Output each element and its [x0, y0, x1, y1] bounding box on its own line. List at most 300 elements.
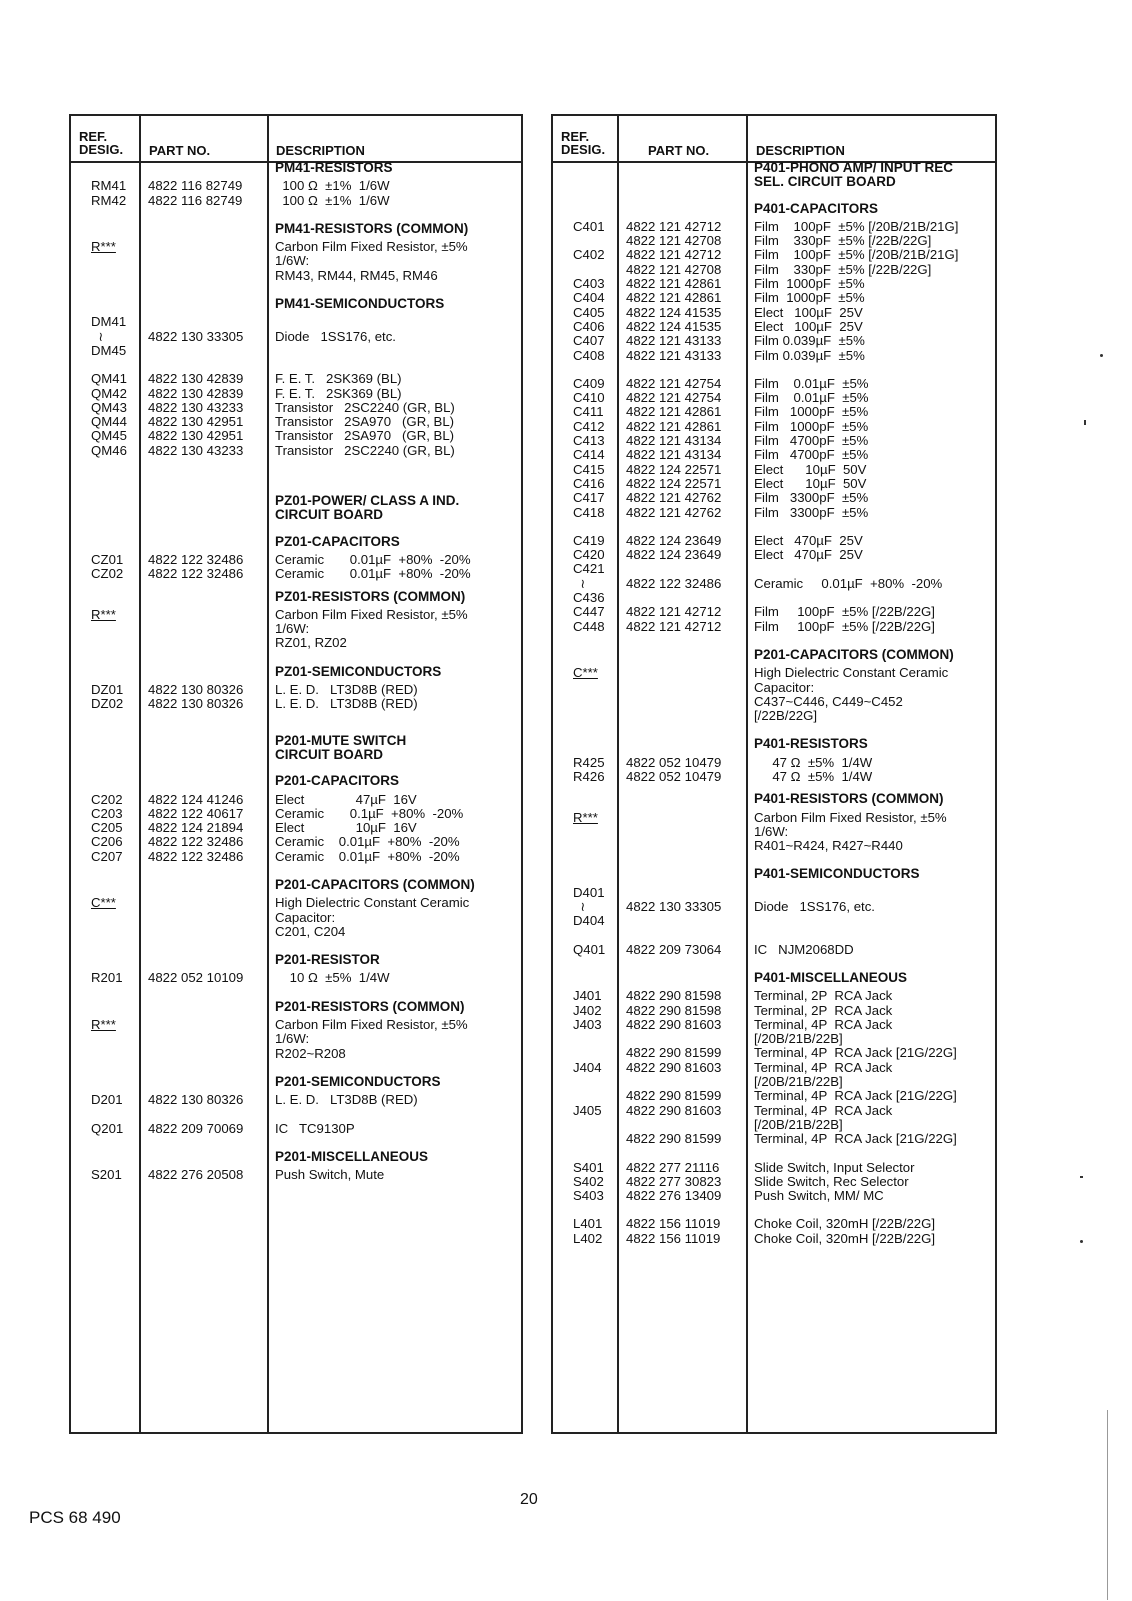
- ref-desig-cell: [71, 665, 139, 683]
- table-row: [71, 315, 521, 358]
- part-number: 4822 290 81598: [626, 1002, 722, 1018]
- description-text: 47 Ω ±5% 1/4W: [754, 768, 873, 784]
- row-spacer: [553, 634, 995, 648]
- ref-desig: ≀: [573, 899, 586, 915]
- section-heading: P401-MISCELLANEOUS: [754, 969, 908, 985]
- ref-desig: C405: [573, 304, 605, 320]
- part-no-cell: [139, 878, 267, 896]
- part-number: 4822 121 43133: [626, 347, 722, 363]
- table-row: [553, 534, 995, 634]
- description-text: Ceramic 0.01µF +80% -20%: [275, 566, 471, 582]
- ref-desig: DZ02: [91, 696, 124, 712]
- part-number: 4822 130 33305: [626, 899, 722, 915]
- table-row: [71, 896, 521, 939]
- table-row: [71, 179, 521, 208]
- table-body: [553, 161, 995, 1246]
- section-row: [553, 161, 995, 194]
- table-row: [71, 1122, 521, 1136]
- part-no-cell: [139, 953, 267, 971]
- header-part-no: PART NO.: [648, 143, 710, 158]
- description-text: [/20B/21B/22B]: [754, 1116, 843, 1132]
- section-row: [71, 161, 521, 179]
- description-text: Transistor 2SA970 (GR, BL): [275, 414, 455, 430]
- ref-desig: R***: [91, 240, 116, 255]
- part-number: 4822 290 81599: [626, 1045, 722, 1061]
- ref-desig: R426: [573, 768, 605, 784]
- ref-desig-cell: [553, 792, 617, 810]
- part-number: 4822 277 30823: [626, 1173, 722, 1189]
- part-number: 4822 130 80326: [148, 683, 244, 698]
- description-text: Film 3300pF ±5%: [754, 504, 869, 520]
- row-spacer: [71, 986, 521, 1000]
- ref-desig-cell: [553, 220, 617, 363]
- description-text: [275, 344, 517, 358]
- row-spacer: [553, 957, 995, 971]
- parts-table-left: [69, 114, 523, 1434]
- description-text: Film 3300pF ±5%: [754, 490, 869, 506]
- part-number: 4822 209 73064: [626, 942, 722, 957]
- description-text: RZ01, RZ02: [275, 635, 347, 651]
- description-text: Film 0.039µF ±5%: [754, 333, 865, 349]
- ref-desig-cell: [71, 161, 139, 179]
- part-no-cell: [617, 756, 746, 785]
- ref-desig: R***: [91, 607, 116, 622]
- part-no-cell: [139, 297, 267, 315]
- ref-desig: J402: [573, 1002, 602, 1018]
- section-row: [71, 878, 521, 896]
- section-heading: PM41-RESISTORS (COMMON): [275, 220, 469, 236]
- description-text: Elect 47µF 16V: [275, 791, 417, 807]
- description-cell: [746, 534, 995, 634]
- description-cell: [746, 220, 995, 363]
- part-number: 4822 209 70069: [148, 1121, 244, 1136]
- section-heading: P401-PHONO AMP/ INPUT REC: [754, 160, 954, 175]
- parts-table-right: [551, 114, 997, 1434]
- part-no-cell: [139, 683, 267, 712]
- ref-desig: DM45: [91, 342, 127, 358]
- table-row: [71, 608, 521, 651]
- part-number: 4822 290 81603: [626, 1016, 722, 1032]
- description-text: Film 330pF ±5% [/22B/22G]: [754, 261, 932, 277]
- description-text: Push Switch, MM/ MC: [754, 1188, 884, 1204]
- section-row: [71, 494, 521, 527]
- description-text: RM43, RM44, RM45, RM46: [275, 267, 438, 283]
- row-spacer: [553, 1147, 995, 1161]
- part-number: 4822 124 22571: [626, 461, 722, 477]
- section-row: [553, 737, 995, 755]
- ref-desig-cell: [71, 1168, 139, 1182]
- ref-desig: C407: [573, 333, 605, 349]
- description-cell: [267, 222, 521, 240]
- description-text: Elect 10µF 16V: [275, 820, 417, 836]
- description-cell: [267, 1075, 521, 1093]
- description-cell: [267, 1150, 521, 1168]
- section-row: [71, 535, 521, 553]
- part-number: 4822 116 82749: [148, 179, 243, 194]
- table-row: [71, 372, 521, 458]
- part-number: 4822 121 43133: [626, 333, 722, 349]
- part-no-cell: [139, 553, 267, 582]
- ref-desig: S401: [573, 1160, 604, 1175]
- description-text: Carbon Film Fixed Resistor, ±5%: [275, 1017, 468, 1033]
- ref-desig-cell: [71, 553, 139, 582]
- ref-desig-cell: [71, 608, 139, 651]
- section-heading: P201-RESISTOR: [275, 952, 380, 968]
- ref-desig: R***: [91, 1018, 116, 1033]
- part-no-cell: [139, 971, 267, 985]
- ref-desig: [573, 263, 613, 277]
- ref-desig: J401: [573, 989, 602, 1004]
- ref-desig: R***: [573, 810, 598, 825]
- ref-desig-cell: [71, 896, 139, 939]
- section-heading: CIRCUIT BOARD: [275, 746, 383, 762]
- row-spacer: [553, 929, 995, 943]
- section-row: [553, 202, 995, 220]
- ref-desig-cell: [71, 179, 139, 208]
- ref-desig: J404: [573, 1059, 602, 1075]
- ref-desig-cell: [71, 240, 139, 283]
- description-text: Film 0.01µF ±5%: [754, 390, 869, 406]
- description-text: [754, 886, 991, 900]
- description-cell: [267, 608, 521, 651]
- description-text: F. E. T. 2SK369 (BL): [275, 385, 402, 401]
- description-text: High Dielectric Constant Ceramic: [275, 895, 470, 911]
- part-no-cell: [139, 179, 267, 208]
- description-text: 100 Ω ±1% 1/6W: [275, 192, 390, 208]
- section-heading: P201-CAPACITORS (COMMON): [275, 876, 475, 892]
- section-row: [553, 648, 995, 666]
- ref-desig: R201: [91, 971, 123, 986]
- row-spacer: [71, 1136, 521, 1150]
- part-number: 4822 124 41535: [626, 304, 722, 320]
- row-spacer: [71, 283, 521, 297]
- description-text: [754, 562, 991, 576]
- description-text: [/20B/21B/22B]: [754, 1031, 843, 1047]
- ref-desig: [573, 1132, 613, 1146]
- part-number: 4822 124 23649: [626, 547, 722, 563]
- description-text: Terminal, 4P RCA Jack [21G/22G]: [754, 1131, 957, 1147]
- ref-desig: Q201: [91, 1121, 124, 1136]
- ref-desig-cell: [553, 737, 617, 755]
- section-row: [71, 953, 521, 971]
- section-heading: PM41-RESISTORS: [275, 160, 393, 175]
- description-text: Choke Coil, 320mH [/22B/22G]: [754, 1230, 936, 1246]
- part-number: 4822 121 42708: [626, 233, 722, 249]
- part-number: 4822 052 10109: [148, 971, 244, 986]
- ref-desig: C421: [573, 561, 605, 577]
- part-number: 4822 290 81603: [626, 1059, 722, 1075]
- part-no-cell: [617, 1217, 746, 1246]
- description-text: Carbon Film Fixed Resistor, ±5%: [275, 239, 468, 255]
- part-no-cell: [139, 222, 267, 240]
- part-number: 4822 122 40617: [148, 805, 244, 821]
- ref-desig: D404: [573, 913, 605, 929]
- part-no-cell: [139, 608, 267, 651]
- description-text: Terminal, 2P RCA Jack: [754, 1002, 893, 1018]
- description-text: 47 Ω ±5% 1/4W: [754, 754, 873, 770]
- part-number: [626, 562, 746, 576]
- ref-desig-cell: [553, 867, 617, 885]
- table-row: [71, 553, 521, 582]
- description-text: IC NJM2068DD: [754, 941, 854, 957]
- row-spacer: [71, 864, 521, 878]
- part-no-cell: [617, 989, 746, 1146]
- description-cell: [267, 1018, 521, 1061]
- ref-desig: C202: [91, 792, 123, 807]
- part-number: 4822 121 42712: [626, 604, 722, 620]
- ref-desig: DZ01: [91, 683, 124, 698]
- section-heading: P201-RESISTORS (COMMON): [275, 998, 465, 1014]
- description-cell: [267, 372, 521, 458]
- ref-desig: C205: [91, 820, 123, 836]
- part-no-cell: [139, 161, 267, 179]
- part-no-cell: [139, 535, 267, 553]
- description-cell: [267, 665, 521, 683]
- ref-desig: DM41: [91, 315, 127, 330]
- description-text: Elect 10µF 50V: [754, 475, 867, 491]
- section-heading: PZ01-SEMICONDUCTORS: [275, 663, 442, 679]
- description-text: Film 4700pF ±5%: [754, 433, 869, 449]
- ref-desig-cell: [553, 534, 617, 634]
- description-text: 1/6W:: [754, 823, 789, 839]
- ref-desig-cell: [71, 372, 139, 458]
- ref-desig: RM42: [91, 192, 127, 208]
- part-number: 4822 121 42708: [626, 261, 722, 277]
- ref-desig: C***: [573, 666, 598, 681]
- ref-desig-cell: [71, 1000, 139, 1018]
- description-cell: [267, 793, 521, 864]
- scan-speck: [1080, 1176, 1083, 1178]
- ref-desig: QM41: [91, 372, 127, 387]
- ref-desig-cell: [71, 1122, 139, 1136]
- part-number: 4822 121 42762: [626, 504, 722, 520]
- ref-desig: C207: [91, 848, 123, 864]
- ref-desig-cell: [553, 648, 617, 666]
- row-spacer: [553, 363, 995, 377]
- description-cell: [267, 1122, 521, 1136]
- description-text: 10 Ω ±5% 1/4W: [275, 970, 390, 986]
- part-number: 4822 122 32486: [148, 552, 244, 567]
- ref-desig: S403: [573, 1188, 604, 1204]
- table-row: [553, 377, 995, 520]
- ref-desig-cell: [71, 315, 139, 358]
- ref-desig-cell: [553, 666, 617, 723]
- description-cell: [267, 683, 521, 712]
- ref-desig: QM44: [91, 414, 127, 430]
- part-number: 4822 277 21116: [626, 1160, 720, 1175]
- ref-desig: C402: [573, 247, 605, 263]
- description-text: Ceramic 0.01µF +80% -20%: [275, 834, 460, 850]
- table-row: [553, 1217, 995, 1246]
- ref-desig: CZ02: [91, 566, 124, 582]
- part-no-cell: [139, 1075, 267, 1093]
- part-number: 4822 122 32486: [148, 834, 244, 850]
- section-row: [71, 734, 521, 767]
- section-heading: PM41-SEMICONDUCTORS: [275, 296, 445, 312]
- part-no-cell: [139, 240, 267, 283]
- part-no-cell: [617, 792, 746, 810]
- ref-desig: C447: [573, 604, 605, 620]
- table-row: [71, 683, 521, 712]
- part-no-cell: [617, 534, 746, 634]
- row-spacer: [71, 712, 521, 734]
- table-row: [553, 811, 995, 854]
- description-text: Choke Coil, 320mH [/22B/22G]: [754, 1216, 936, 1232]
- part-number: 4822 124 21894: [148, 820, 244, 836]
- part-no-cell: [139, 734, 267, 767]
- ref-desig: C406: [573, 318, 605, 334]
- description-cell: [746, 202, 995, 220]
- ref-desig: C416: [573, 475, 605, 491]
- description-text: L. E. D. LT3D8B (RED): [275, 696, 418, 712]
- description-cell: [746, 756, 995, 785]
- description-cell: [267, 315, 521, 358]
- description-text: L. E. D. LT3D8B (RED): [275, 682, 418, 698]
- description-text: Terminal, 4P RCA Jack: [754, 1016, 893, 1032]
- section-row: [553, 867, 995, 885]
- description-text: Carbon Film Fixed Resistor, ±5%: [275, 606, 468, 622]
- section-row: [71, 222, 521, 240]
- part-no-cell: [617, 943, 746, 957]
- description-cell: [746, 1161, 995, 1204]
- ref-desig-cell: [71, 535, 139, 553]
- ref-desig: [573, 234, 613, 248]
- part-no-cell: [139, 1168, 267, 1182]
- part-no-cell: [139, 372, 267, 458]
- table-row: [71, 1093, 521, 1107]
- table-row: [553, 220, 995, 363]
- header-description: DESCRIPTION: [276, 143, 365, 158]
- description-text: Slide Switch, Rec Selector: [754, 1173, 909, 1189]
- part-no-cell: [139, 1000, 267, 1018]
- section-row: [71, 1075, 521, 1093]
- header-ref-line2: DESIG.: [79, 142, 124, 157]
- ref-desig: C414: [573, 447, 605, 463]
- part-no-cell: [139, 1122, 267, 1136]
- part-no-cell: [617, 811, 746, 854]
- description-cell: [267, 590, 521, 608]
- ref-desig-cell: [71, 1093, 139, 1107]
- part-no-cell: [617, 377, 746, 520]
- description-cell: [746, 971, 995, 989]
- section-heading: SEL. CIRCUIT BOARD: [754, 174, 896, 190]
- part-number: 4822 290 81598: [626, 989, 722, 1004]
- row-spacer: [553, 723, 995, 737]
- description-text: Terminal, 4P RCA Jack [21G/22G]: [754, 1045, 957, 1061]
- ref-desig: [573, 1089, 613, 1103]
- description-cell: [267, 953, 521, 971]
- ref-desig-cell: [71, 971, 139, 985]
- ref-desig: C448: [573, 618, 605, 634]
- description-text: Slide Switch, Input Selector: [754, 1159, 915, 1175]
- part-number: 4822 130 43233: [148, 442, 244, 458]
- part-number: 4822 124 23649: [626, 533, 722, 548]
- row-spacer: [71, 208, 521, 222]
- header-ref-line1: REF.: [79, 129, 108, 144]
- ref-desig: S402: [573, 1173, 604, 1189]
- part-number: 4822 052 10479: [626, 755, 722, 770]
- ref-desig: Q401: [573, 942, 606, 957]
- description-text: Film 4700pF ±5%: [754, 447, 869, 463]
- table-row: [553, 666, 995, 723]
- section-heading: P401-RESISTORS: [754, 736, 868, 752]
- part-number: 4822 130 42951: [148, 428, 244, 444]
- part-number: [148, 344, 267, 358]
- header-ref-desig: [561, 130, 605, 156]
- part-number: 4822 121 43134: [626, 447, 722, 463]
- ref-desig-cell: [553, 202, 617, 220]
- table-row: [553, 756, 995, 785]
- description-cell: [267, 179, 521, 208]
- part-number: 4822 052 10479: [626, 768, 722, 784]
- part-no-cell: [139, 494, 267, 527]
- description-cell: [267, 734, 521, 767]
- scan-speck: [1080, 1240, 1083, 1243]
- description-text: Transistor 2SA970 (GR, BL): [275, 428, 455, 444]
- scan-speck: [1084, 420, 1086, 425]
- part-number: [626, 1118, 746, 1132]
- header-ref-line2: DESIG.: [561, 142, 606, 157]
- description-text: Film 330pF ±5% [/22B/22G]: [754, 233, 932, 249]
- ref-desig-cell: [553, 377, 617, 520]
- part-number: 4822 130 42839: [148, 372, 244, 387]
- part-number: 4822 290 81599: [626, 1131, 722, 1147]
- ref-desig: C412: [573, 418, 605, 434]
- section-heading: P201-MISCELLANEOUS: [275, 1148, 429, 1164]
- ref-desig: [573, 1046, 613, 1060]
- section-heading: P201-SEMICONDUCTORS: [275, 1073, 441, 1089]
- part-no-cell: [617, 1161, 746, 1204]
- ref-desig: D201: [91, 1093, 123, 1108]
- section-row: [71, 774, 521, 792]
- description-text: C201, C204: [275, 923, 346, 939]
- part-number: 4822 121 42861: [626, 276, 722, 292]
- document-code: PCS 68 490: [29, 1508, 121, 1527]
- section-row: [71, 665, 521, 683]
- part-number: [626, 1075, 746, 1089]
- part-number: 4822 121 42712: [626, 247, 722, 263]
- description-text: Ceramic 0.01µF +80% -20%: [275, 551, 471, 567]
- ref-desig-cell: [71, 494, 139, 527]
- ref-desig: J405: [573, 1102, 602, 1118]
- description-cell: [267, 161, 521, 179]
- description-text: Film 1000pF ±5%: [754, 276, 865, 292]
- description-text: [754, 591, 991, 605]
- part-number: 4822 116 82749: [148, 192, 243, 208]
- ref-desig-cell: [553, 1217, 617, 1246]
- description-text: Push Switch, Mute: [275, 1167, 385, 1183]
- part-number: [148, 315, 267, 329]
- ref-desig: C409: [573, 376, 605, 391]
- part-no-cell: [617, 867, 746, 885]
- description-cell: [267, 240, 521, 283]
- ref-desig: C***: [91, 896, 116, 911]
- description-cell: [746, 737, 995, 755]
- part-number: 4822 122 32486: [148, 566, 244, 582]
- ref-desig-cell: [71, 1075, 139, 1093]
- description-text: Film 0.039µF ±5%: [754, 347, 865, 363]
- description-text: Capacitor:: [275, 909, 336, 925]
- description-text: Terminal, 4P RCA Jack: [754, 1059, 893, 1075]
- ref-desig-cell: [71, 683, 139, 712]
- description-cell: [746, 811, 995, 854]
- part-number: 4822 121 43134: [626, 433, 722, 449]
- description-text: [/20B/21B/22B]: [754, 1074, 843, 1090]
- part-number: 4822 130 80326: [148, 1093, 244, 1108]
- description-text: Ceramic 0.01µF +80% -20%: [275, 848, 460, 864]
- part-number: [626, 914, 746, 928]
- description-text: Terminal, 4P RCA Jack: [754, 1102, 893, 1118]
